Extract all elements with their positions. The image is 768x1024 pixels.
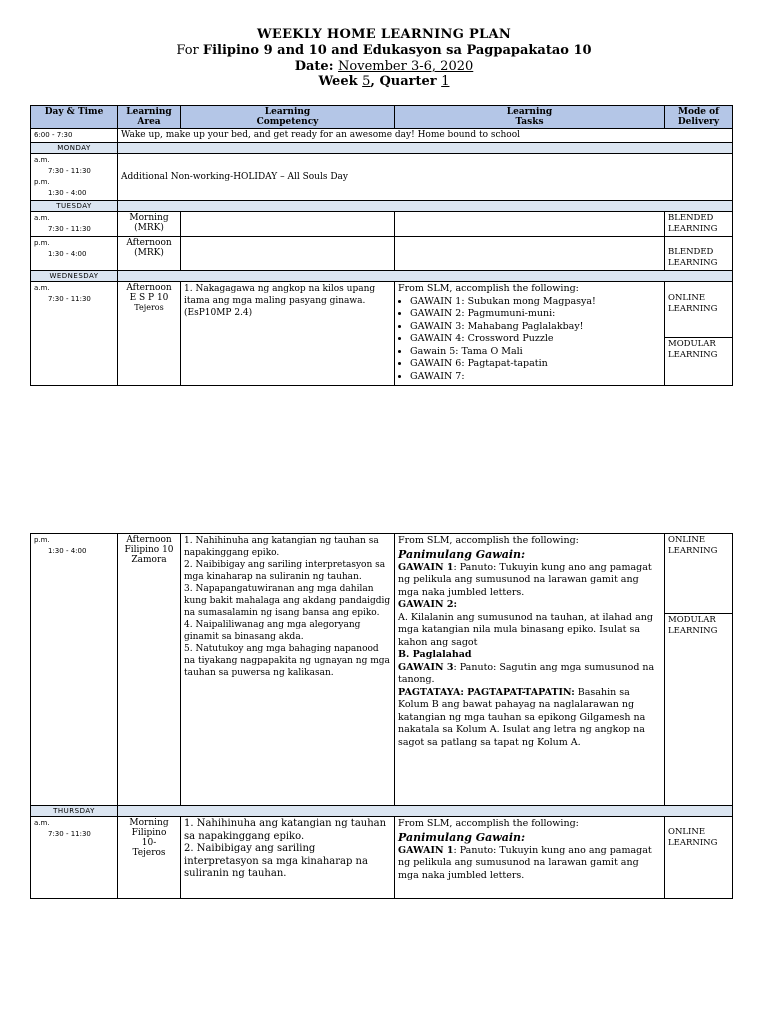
task-gawain-1: GAWAIN 1: Panuto: Tukuyin kung ano ang pamagat ng pelikula ang sumusunod na larawan gamit ang mga naka jumbled letters. (398, 844, 652, 881)
competency-item: 2. Naibibigay ang sariling interpretasyon sa mga kinaharap na suliranin ng tauhan. (184, 560, 386, 582)
competency-item: 3. Napapangatuwiranan ang mga dahilan kung bakit mahalaga ang akdang pandaigdig na sumasalamin ng isang bansa ang epiko. (184, 584, 391, 618)
learning-competency (181, 534, 395, 806)
task-gawain-1: GAWAIN 1: Panuto: Tukuyin kung ano ang pamagat ng pelikula ang sumusunod na larawan gamit ang mga naka jumbled letters. (398, 561, 652, 598)
subject-line (0, 43, 768, 59)
list-item: • GAWAIN 6: Pagtapat-tapatin (410, 358, 661, 371)
col-mode-of-delivery: Mode of Delivery (665, 106, 733, 129)
tasks-intro: From SLM, accomplish the following: (398, 535, 579, 546)
list-item: • GAWAIN 4: Crossword Puzzle (410, 333, 661, 346)
week-label: Week (318, 74, 363, 89)
task-gawain-3: GAWAIN 3: Panuto: Sagutin ang mga sumusunod na tanong. (398, 661, 655, 685)
learning-area: Morning Filipino 10- Tejeros (118, 817, 181, 899)
table-row (31, 817, 733, 899)
week-line (0, 74, 768, 90)
table-row (31, 237, 733, 271)
learning-competency: 1. Nakagagawa ng angkop na kilos upang itama ang mga maling pasyang ginawa. (EsP10MP 2.4) (181, 282, 395, 386)
competency-item: 1. Nahihinuha ang katangian ng tauhan sa napakinggang epiko. (184, 818, 387, 842)
table-row (31, 129, 733, 143)
date-label: Date: (294, 59, 339, 74)
competency-item: 1. Nahihinuha ang katangian ng tauhan sa napakinggang epiko. (184, 536, 379, 558)
mode-of-delivery: BLENDED LEARNING (665, 212, 733, 237)
day-label: TUESDAY (31, 201, 118, 212)
holiday-text: Additional Non-working-HOLIDAY – All Souls Day (118, 154, 733, 201)
document-header (0, 27, 768, 90)
competency-item: 5. Natutukoy ang mga bahaging napanood na tiyakang nagpapakita ng ugnayan ng mga tauhan sa puwersa ng kalikasan. (184, 644, 390, 678)
plan-table-page1 (30, 105, 733, 386)
day-row-thursday (31, 806, 733, 817)
time-cell: p.m. 1:30 - 4:00 (31, 534, 118, 806)
table-row (31, 212, 733, 237)
learning-tasks (395, 817, 665, 899)
week-value: 5 (362, 74, 371, 89)
mode-online: ONLINE LEARNING (668, 293, 718, 314)
learning-tasks (395, 282, 665, 386)
time-cell: a.m. 7:30 - 11:30 (31, 282, 118, 386)
mode-of-delivery: BLENDED LEARNING (665, 237, 733, 271)
day-label: WEDNESDAY (31, 271, 118, 282)
day-row-tuesday (31, 201, 733, 212)
time-cell: a.m. 7:30 - 11:30 (31, 817, 118, 899)
time-cell: p.m. 1:30 - 4:00 (31, 237, 118, 271)
day-label: MONDAY (31, 143, 118, 154)
col-learning-area: Learning Area (118, 106, 181, 129)
for-prefix: For (176, 43, 203, 58)
day-row-monday (31, 143, 733, 154)
mode-of-delivery: ONLINE LEARNING (665, 817, 733, 899)
learning-competency (181, 817, 395, 899)
list-item: • GAWAIN 1: Subukan mong Magpasya! (410, 296, 661, 309)
col-day-time: Day & Time (31, 106, 118, 129)
document-title: WEEKLY HOME LEARNING PLAN (256, 27, 512, 42)
day-label: THURSDAY (31, 806, 118, 817)
date-value: November 3-6, 2020 (338, 59, 474, 74)
time-cell: a.m. 7:30 - 11:30 (31, 212, 118, 237)
table-row (31, 282, 733, 386)
list-item: • Gawain 5: Tama O Mali (410, 346, 661, 359)
day-row-wednesday (31, 271, 733, 282)
table-header-row (31, 106, 733, 129)
wake-time: 6:00 - 7:30 (31, 129, 118, 143)
quarter-label: , Quarter (370, 74, 442, 89)
mode-modular: MODULAR LEARNING (665, 337, 732, 362)
mode-of-delivery (665, 282, 733, 386)
mode-modular: MODULAR LEARNING (665, 613, 732, 638)
list-item: • GAWAIN 2: Pagmumuni-muni: (410, 308, 661, 321)
table-row (31, 534, 733, 806)
section-heading: B. Paglalahad (398, 649, 472, 660)
learning-area: Afternoon E S P 10 Tejeros (118, 282, 181, 386)
tasks-list (398, 296, 661, 384)
quarter-value: 1 (441, 74, 450, 89)
col-learning-competency: Learning Competency (181, 106, 395, 129)
task-gawain-2: GAWAIN 2: (398, 599, 457, 610)
list-item: • GAWAIN 3: Mahabang Paglalakbay! (410, 321, 661, 334)
table-row (31, 154, 733, 201)
mode-of-delivery (665, 534, 733, 806)
task-pagtataya: PAGTATAYA: PAGTAPAT-TAPATIN: Basahin sa Kolum B ang bawat pahayag na naglalarawan ng katangian ng mga tauhan sa epikong Gilgamesh na nakatala sa Kolum A. Isulat ang letra ng angkop na sagot sa patlang sa tapat ng Kolum A. (398, 686, 646, 748)
tasks-intro: From SLM, accomplish the following: (398, 283, 579, 294)
task-text: A. Kilalanin ang sumusunod na tauhan, at ilahad ang mga katangian nila mula binasang epiko. Isulat sa kahon ang sagot (398, 611, 654, 648)
section-heading: Panimulang Gawain: (398, 547, 526, 561)
section-heading: Panimulang Gawain: (398, 830, 526, 844)
learning-tasks (395, 534, 665, 806)
col-learning-tasks: Learning Tasks (395, 106, 665, 129)
subjects: Filipino 9 and 10 and Edukasyon sa Pagpapakatao 10 (202, 43, 592, 58)
learning-area: Afternoon (MRK) (118, 237, 181, 271)
plan-table-page2 (30, 533, 733, 899)
learning-area: Morning (MRK) (118, 212, 181, 237)
competency-item: 2. Naibibigay ang sariling interpretasyon sa mga kinaharap na suliranin ng tauhan. (184, 843, 368, 879)
competency-item: 4. Naipaliliwanag ang mga alegoryang ginamit sa binasang akda. (184, 620, 361, 642)
learning-area: Afternoon Filipino 10 Zamora (118, 534, 181, 806)
tasks-intro: From SLM, accomplish the following: (398, 818, 579, 829)
wake-text: Wake up, make up your bed, and get ready for an awesome day! Home bound to school (118, 129, 733, 143)
time-cell: a.m. 7:30 - 11:30 p.m. 1:30 - 4:00 (31, 154, 118, 201)
mode-online: ONLINE LEARNING (668, 535, 718, 556)
date-line (0, 59, 768, 74)
list-item: • GAWAIN 7: (410, 371, 661, 384)
